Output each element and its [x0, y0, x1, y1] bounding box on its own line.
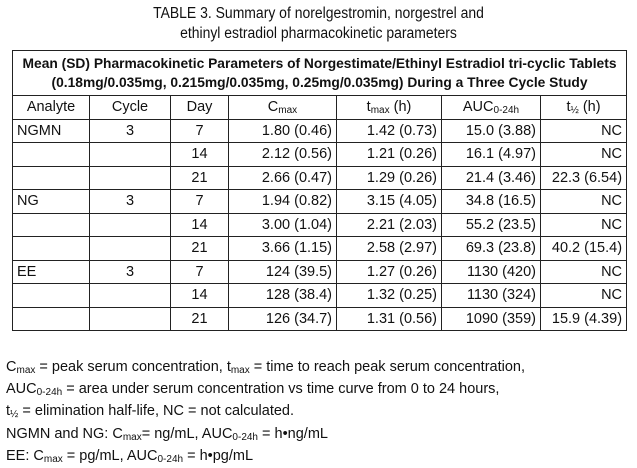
table-row — [13, 237, 627, 261]
cell-auc: 16.1 (4.97) — [442, 143, 541, 167]
cell-cycle — [90, 307, 171, 331]
cell-day: 14 — [171, 284, 229, 308]
column-header-row — [13, 96, 627, 120]
cell-thalf: 40.2 (15.4) — [541, 237, 627, 261]
cell-day: 14 — [171, 213, 229, 237]
cell-thalf: NC — [541, 284, 627, 308]
footnote-line-2: AUC0-24h = area under serum concentration vs time curve from 0 to 24 hours, — [6, 381, 500, 399]
cell-thalf: 15.9 (4.39) — [541, 307, 627, 331]
cell-analyte: EE — [13, 260, 90, 284]
footnote-line-3: t½ = elimination half-life, NC = not calculated. — [6, 403, 295, 421]
cell-analyte: NG — [13, 190, 90, 214]
caption-line-1: Mean (SD) Pharmacokinetic Parameters of Norgestimate/Ethinyl Estradiol tri-cyclic Tablets — [22, 56, 617, 71]
footnote-line-4: NGMN and NG: Cmax= ng/mL, AUC0-24h = h•ng/mL — [6, 425, 328, 443]
footnotes — [6, 357, 631, 468]
table-caption — [13, 51, 627, 96]
footnote-line-1: Cmax = peak serum concentration, tmax = time to reach peak serum concentration, — [6, 359, 525, 376]
table-row — [13, 143, 627, 167]
cell-cmax: 128 (38.4) — [229, 284, 337, 308]
col-header-day: Day — [171, 96, 229, 120]
cell-day: 7 — [171, 119, 229, 143]
cell-analyte — [13, 213, 90, 237]
cell-tmax: 1.31 (0.56) — [337, 307, 442, 331]
table-row — [13, 166, 627, 190]
cell-thalf: NC — [541, 260, 627, 284]
cell-tmax: 1.42 (0.73) — [337, 119, 442, 143]
col-header-tmax: tmax (h) — [337, 96, 442, 120]
cell-tmax: 1.29 (0.26) — [337, 166, 442, 190]
cell-cycle — [90, 166, 171, 190]
cell-thalf: NC — [541, 143, 627, 167]
cell-cycle: 3 — [90, 119, 171, 143]
cell-tmax: 3.15 (4.05) — [337, 190, 442, 214]
cell-thalf: NC — [541, 119, 627, 143]
cell-tmax: 2.21 (2.03) — [337, 213, 442, 237]
cell-auc: 1090 (359) — [442, 307, 541, 331]
cell-auc: 55.2 (23.5) — [442, 213, 541, 237]
table-caption-row — [13, 51, 627, 96]
cell-cycle — [90, 143, 171, 167]
cell-auc: 1130 (324) — [442, 284, 541, 308]
title-line-1: TABLE 3. Summary of norelgestromin, norgestrel and — [153, 5, 484, 22]
cell-cmax: 3.00 (1.04) — [229, 213, 337, 237]
col-header-analyte: Analyte — [13, 96, 90, 120]
cell-cmax: 124 (39.5) — [229, 260, 337, 284]
cell-cmax: 1.94 (0.82) — [229, 190, 337, 214]
cell-cycle — [90, 213, 171, 237]
cell-analyte — [13, 166, 90, 190]
cell-day: 14 — [171, 143, 229, 167]
table-title — [32, 4, 605, 44]
cell-analyte — [13, 143, 90, 167]
table-row — [13, 119, 627, 143]
col-header-thalf: t½ (h) — [541, 96, 627, 120]
cell-cycle: 3 — [90, 260, 171, 284]
pk-parameters-table — [12, 50, 627, 331]
cell-analyte: NGMN — [13, 119, 90, 143]
cell-day: 21 — [171, 307, 229, 331]
cell-cycle — [90, 237, 171, 261]
cell-cycle: 3 — [90, 190, 171, 214]
col-header-cmax: Cmax — [229, 96, 337, 120]
footnote-line-5: EE: Cmax = pg/mL, AUC0-24h = h•pg/mL — [6, 447, 254, 465]
cell-cmax: 3.66 (1.15) — [229, 237, 337, 261]
cell-tmax: 1.21 (0.26) — [337, 143, 442, 167]
cell-auc: 21.4 (3.46) — [442, 166, 541, 190]
cell-analyte — [13, 284, 90, 308]
cell-analyte — [13, 307, 90, 331]
cell-auc: 69.3 (23.8) — [442, 237, 541, 261]
cell-day: 7 — [171, 260, 229, 284]
cell-cmax: 2.12 (0.56) — [229, 143, 337, 167]
table-body — [13, 119, 627, 331]
table-row — [13, 284, 627, 308]
cell-auc: 34.8 (16.5) — [442, 190, 541, 214]
table-row — [13, 190, 627, 214]
cell-cmax: 1.80 (0.46) — [229, 119, 337, 143]
cell-thalf: NC — [541, 190, 627, 214]
cell-auc: 1130 (420) — [442, 260, 541, 284]
cell-thalf: 22.3 (6.54) — [541, 166, 627, 190]
cell-auc: 15.0 (3.88) — [442, 119, 541, 143]
table-row — [13, 213, 627, 237]
col-header-auc: AUC0-24h — [442, 96, 541, 120]
cell-tmax: 1.27 (0.26) — [337, 260, 442, 284]
cell-cycle — [90, 284, 171, 308]
cell-cmax: 2.66 (0.47) — [229, 166, 337, 190]
cell-cmax: 126 (34.7) — [229, 307, 337, 331]
cell-day: 21 — [171, 237, 229, 261]
title-line-2: ethinyl estradiol pharmacokinetic parameters — [180, 25, 457, 42]
cell-tmax: 1.32 (0.25) — [337, 284, 442, 308]
table-row — [13, 307, 627, 331]
cell-day: 7 — [171, 190, 229, 214]
cell-day: 21 — [171, 166, 229, 190]
cell-thalf: NC — [541, 213, 627, 237]
cell-tmax: 2.58 (2.97) — [337, 237, 442, 261]
col-header-cycle: Cycle — [90, 96, 171, 120]
table-row — [13, 260, 627, 284]
caption-line-2: (0.18mg/0.035mg, 0.215mg/0.035mg, 0.25mg/0.035mg) During a Three Cycle Study — [51, 75, 588, 90]
cell-analyte — [13, 237, 90, 261]
